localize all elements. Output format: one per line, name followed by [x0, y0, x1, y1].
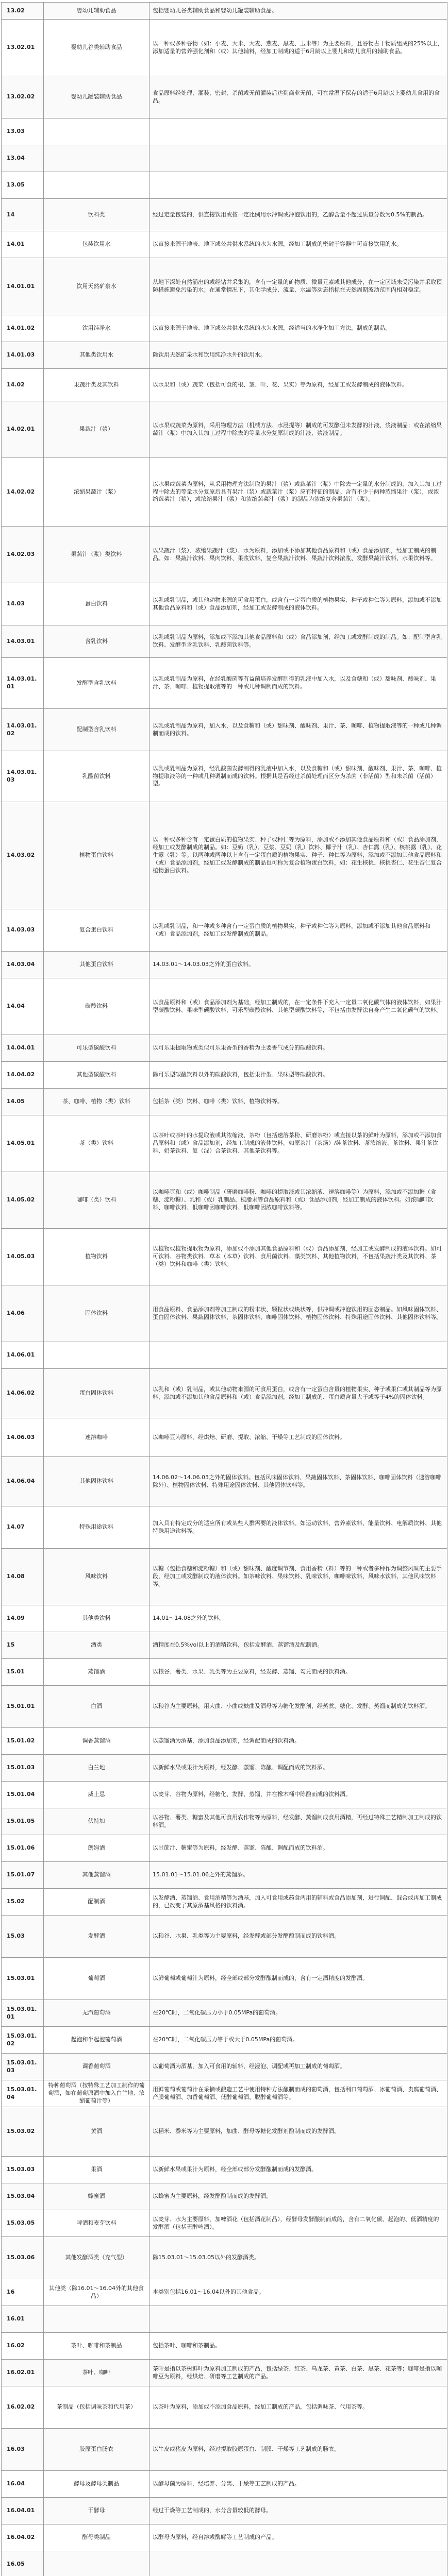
table-row	[2, 1889, 447, 1916]
table-row	[2, 231, 447, 258]
category-name-cell: 其他类（除16.01～16.04外的其他食品）	[44, 2279, 150, 2306]
category-code-cell: 14.03.01	[2, 625, 44, 658]
category-name-cell: 咖啡（类）饮料	[44, 1172, 150, 1229]
table-row	[2, 1369, 447, 1418]
category-name-cell: 茶叶、咖啡	[44, 2360, 150, 2386]
category-code-cell: 13.03	[2, 118, 44, 145]
food-category-table	[1, 2, 447, 2576]
table-row	[2, 1035, 447, 1062]
table-row	[2, 369, 447, 401]
category-code-cell: 15.03.06	[2, 2237, 44, 2279]
category-description-cell: 以果蔬汁（浆）、浓缩果蔬汁（浆）、水为原料，添加或不添加其他食品原料和（或）食品添加剂，经加工制成的制品。如：果蔬汁饮料、果肉饮料、果浆饮料、复合果蔬汁饮料、果蔬汁饮料浓浆、发酵果蔬汁饮料、水果饮料等。	[150, 527, 447, 583]
category-code-cell: 16.04.01	[2, 2498, 44, 2524]
category-description-cell: 以直接来源于地表、地下或公共供水系统的水为水源，经适当的水净化加工方法，制成的制品。	[150, 315, 447, 342]
table-row	[2, 2237, 447, 2279]
category-name-cell: 饮料类	[44, 199, 150, 231]
table-row	[2, 2080, 447, 2107]
table-row	[2, 625, 447, 658]
table-row	[2, 2210, 447, 2237]
category-description-cell: 以粮谷为主要原料，用大曲、小曲或麸曲及酒母等为糖化发酵剂，经蒸煮、糖化、发酵、蒸馏而制成的饮料酒。	[150, 1686, 447, 1728]
category-description-cell: 食品原料经处理、灌装、密封、杀菌或无菌灌装后达到商业无菌，可在常温下保存的适于6月龄以上婴幼儿食用的食品。	[150, 76, 447, 118]
category-description-cell: 以食品原料和（或）食品添加剂为基础，经加工制成的，在一定条件下充入一定量二氧化碳气体的液体饮料，如果汁型碳酸饮料、果味型碳酸饮料、可乐型碳酸饮料、其他型碳酸饮料等，不包括由发酵法自身产生二氧化碳气的饮料。	[150, 978, 447, 1035]
category-code-cell: 14.01.02	[2, 315, 44, 342]
category-code-cell: 16.05	[2, 2551, 44, 2576]
category-description-cell: 以乳或乳制品为原料，在经乳酸菌等有益菌培养发酵制得的乳液中加入水，以及食糖和（或）甜味剂、酸味剂、果汁、茶、咖啡、植物提取液等的一种或几种调制而成的饮料。	[150, 658, 447, 709]
table-row	[2, 199, 447, 231]
category-name-cell: 乳酸菌饮料	[44, 751, 150, 802]
category-description-cell: 以糖（包括食糖和淀粉糖）和（或）甜味剂、酸度调节剂、食用香精（料）等的一种或者多种作为调整风味的主要手段，经加工或发酵制成的液体饮料。如茶味饮料、果味饮料、乳味饮料、咖啡味饮料、风味水饮料、其他风味饮料等。	[150, 1549, 447, 1605]
category-description-cell: 包括茶叶、咖啡和茶制品。	[150, 2333, 447, 2360]
table-row	[2, 978, 447, 1035]
category-code-cell: 16.02.01	[2, 2360, 44, 2386]
category-description-cell: 以蜂蜜为主要原料，经发酵酿制而成的发酵酒。	[150, 2183, 447, 2210]
category-name-cell: 碳酸饮料	[44, 978, 150, 1035]
category-description-cell: 14.01～14.08之外的饮料。	[150, 1605, 447, 1632]
table-row	[2, 2498, 447, 2524]
category-description-cell: 以茶叶或茶叶的水提取液或其浓缩液、茶粉（包括速溶茶粉、研磨茶粉）或直接以茶的鲜叶为原料，添加或不添加食品原料和（或）食品添加剂，经加工制成的液体饮料。如原茶汁（茶汤）/纯茶饮料、茶浓缩液、茶饮料、果汁茶饮料、奶茶饮料、复（混）合茶饮料、其他茶饮料等。	[150, 1115, 447, 1172]
category-code-cell: 14.07	[2, 1506, 44, 1549]
category-code-cell: 14.01	[2, 231, 44, 258]
category-description-cell: 以麦芽、谷物为原料，经糖化、发酵、蒸馏，并在橡木桶中陈酿而成的饮料酒。	[150, 1782, 447, 1808]
category-name-cell: 浓缩果蔬汁（浆）	[44, 458, 150, 527]
category-description-cell: 以粮谷、薯类、水果、乳类等为主要原料，经发酵、蒸馏、勾兑而成的饮料酒。	[150, 1659, 447, 1686]
category-code-cell: 16	[2, 2279, 44, 2306]
category-name-cell: 无汽葡萄酒	[44, 2000, 150, 2027]
table-row	[2, 1285, 447, 1342]
table-row	[2, 76, 447, 118]
category-name-cell: 其他类饮料	[44, 1605, 150, 1632]
category-code-cell: 16.01	[2, 2306, 44, 2333]
table-row	[2, 401, 447, 458]
table-row	[2, 2054, 447, 2080]
table-row	[2, 952, 447, 978]
category-description-cell: 以一种或多种谷物（如：小麦、大米、大麦、燕麦、黑麦、玉米等）为主要原料，且谷物占干物质组成的25%以上，添加适量的营养强化剂和（或）其他辅料，经加工制成的适于6月龄以上婴儿和幼儿食用的辅助食品。	[150, 20, 447, 76]
category-description-cell: 以咖啡豆和（或）咖啡制品（研磨咖啡粉、咖啡的提取液或其浓缩液、速溶咖啡等）为原料，添加或不添加糖（食糖、淀粉糖）、乳和（或）乳制品、植脂末等食品原料和（或）食品添加剂，经加工制成的液体饮料。如浓咖啡饮料、咖啡饮料、低咖啡因咖啡饮料、低咖啡因浓咖啡饮料等。	[150, 1172, 447, 1229]
category-name-cell: 蒸馏酒	[44, 1659, 150, 1686]
category-code-cell: 14.06.02	[2, 1369, 44, 1418]
category-code-cell: 15.03.01	[2, 1958, 44, 2000]
category-code-cell: 14.09	[2, 1605, 44, 1632]
category-name-cell: 茶、咖啡、植物（类）饮料	[44, 1089, 150, 1115]
category-name-cell: 白酒	[44, 1686, 150, 1728]
category-name-cell: 饮用天然矿泉水	[44, 258, 150, 315]
category-description-cell: 以新鲜水果或果汁为原料，经发酵、蒸馏、陈酿、调配而成的饮料酒。	[150, 1755, 447, 1782]
table-row	[2, 1916, 447, 1958]
category-code-cell: 15.03.01.02	[2, 2027, 44, 2054]
category-code-cell: 14.01.03	[2, 342, 44, 369]
category-code-cell: 15.03	[2, 1916, 44, 1958]
category-description-cell: 以水果或蔬菜为原料，采用物理方法（机械方法、水浸提等）制成的可发酵但未发酵的汁液、浆液制品；或在浓缩果蔬汁（浆）中加入其加工过程中除去的等量水分复原制成的汁液、浆液制品。	[150, 401, 447, 458]
category-description-cell: 以茶叶为原料，添加或不添加食品原料，经加工制成的产品，包括调味茶、代用茶等。	[150, 2386, 447, 2429]
table-row	[2, 2471, 447, 2498]
category-code-cell: 13.05	[2, 172, 44, 199]
category-description-cell: 以水果或蔬菜为原料，从采用物理方法制取的果汁（浆）或蔬菜汁（浆）中除去一定量的水分制成的、加入其加工过程中除去的等量水分复原后具有果汁（浆）或蔬菜汁（浆）应有特征的制品。含有不少于两种浓缩果汁（浆），或浓缩蔬菜汁（浆），或浓缩果汁（浆）和浓缩蔬菜汁（浆）的制品为浓缩复合果蔬汁（浆）。	[150, 458, 447, 527]
table-row	[2, 1958, 447, 2000]
table-row	[2, 2333, 447, 2360]
category-name-cell: 婴幼儿辅助食品	[44, 3, 150, 20]
category-name-cell: 果蔬汁（浆）类饮料	[44, 527, 150, 583]
category-description-cell: 以牛皮或猪皮为原料，经过提取胶原蛋白、制膜、干燥等工艺制成的肠衣。	[150, 2429, 447, 2471]
table-row	[2, 2360, 447, 2386]
table-row	[2, 751, 447, 802]
category-name-cell: 起泡和半起泡葡萄酒	[44, 2027, 150, 2054]
category-code-cell: 15.03.03	[2, 2157, 44, 2183]
category-name-cell: 可乐型碳酸饮料	[44, 1035, 150, 1062]
category-code-cell: 14.03.01.02	[2, 709, 44, 751]
category-code-cell: 15.03.01.04	[2, 2080, 44, 2107]
category-name-cell: 特殊用途饮料	[44, 1506, 150, 1549]
table-row	[2, 1229, 447, 1285]
table-row	[2, 1457, 447, 1506]
category-code-cell: 14.04.02	[2, 1062, 44, 1089]
table-row	[2, 2157, 447, 2183]
category-description-cell: 以酵母菌为原料，经培养、分离、干燥等工艺制成的产品。	[150, 2471, 447, 2498]
category-name-cell: 蛋白饮料	[44, 583, 150, 625]
category-code-cell: 15.01.03	[2, 1755, 44, 1782]
category-code-cell: 14.06	[2, 1285, 44, 1342]
table-row	[2, 2386, 447, 2429]
category-description-cell: 以直接来源于地表、地下或公共供水系统的水为水源，经加工制成的密封于容器中可直接饮用的水。	[150, 231, 447, 258]
category-code-cell: 14.05	[2, 1089, 44, 1115]
category-code-cell: 16.04.02	[2, 2524, 44, 2551]
table-row	[2, 2107, 447, 2157]
category-name-cell: 配制型含乳饮料	[44, 709, 150, 751]
category-name-cell: 蛋白固体饮料	[44, 1369, 150, 1418]
category-name-cell: 速溶咖啡	[44, 1418, 150, 1457]
category-description-cell	[150, 145, 447, 172]
category-name-cell: 啤酒和麦芽饮料	[44, 2210, 150, 2237]
category-description-cell	[150, 2551, 447, 2576]
table-row	[2, 1632, 447, 1659]
category-name-cell: 胶原蛋白肠衣	[44, 2429, 150, 2471]
category-code-cell: 15.01.02	[2, 1728, 44, 1755]
category-description-cell: 以鲜葡萄或葡萄汁为原料，经全部或部分发酵酿制而成的，含有一定酒精度的发酵酒。	[150, 1958, 447, 2000]
category-description-cell: 经过定量包装的，供直接饮用或按一定比例用水冲调或冲泡饮用的，乙醇含量不超过质量分数为0.5%的制品。	[150, 199, 447, 231]
category-code-cell: 14.03.01.01	[2, 658, 44, 709]
category-name-cell: 其他固体饮料	[44, 1457, 150, 1506]
table-row	[2, 1506, 447, 1549]
category-description-cell: 14.06.02～14.06.03之外的固体饮料。包括风味固体饮料、果蔬固体饮料、茶固体饮料、咖啡固体饮料（速溶咖啡除外）、植物固体饮料、特殊用途固体饮料、其他固体饮料等。	[150, 1457, 447, 1506]
category-name-cell: 其他蛋白饮料	[44, 952, 150, 978]
category-code-cell: 14.02	[2, 369, 44, 401]
category-description-cell: 以麦芽、水为主要原料，加啤酒花（包括酒花制品），经酵母发酵酿制而成的，含有二氧化碳、起泡的、低酒精度的发酵酒（包括无醇啤酒）。	[150, 2210, 447, 2237]
category-code-cell: 14.03.01.03	[2, 751, 44, 802]
category-code-cell: 15.03.05	[2, 2210, 44, 2237]
category-name-cell: 黄酒	[44, 2107, 150, 2157]
category-name-cell: 植物饮料	[44, 1229, 150, 1285]
category-code-cell: 13.02.02	[2, 76, 44, 118]
category-name-cell: 果酒	[44, 2157, 150, 2183]
category-description-cell: 酒精度在0.5%vol以上的酒精饮料，包括发酵酒、蒸馏酒及配制酒。	[150, 1632, 447, 1659]
category-description-cell: 茶叶是指以茶树鲜叶为原料加工制成的产品，包括绿茶、红茶、乌龙茶、黄茶、白茶、黑茶、花茶等；咖啡是指以咖啡豆为原料，经烘焙、研磨等工艺制成的产品。	[150, 2360, 447, 2386]
category-code-cell: 15.02	[2, 1889, 44, 1916]
category-code-cell: 15.01	[2, 1659, 44, 1686]
category-name-cell: 酵母类制品	[44, 2524, 150, 2551]
category-code-cell: 13.02.01	[2, 20, 44, 76]
category-description-cell: 以一种或多种含有一定蛋白质的植物果实、种子或种仁等为原料，添加或不添加其他食品原料和（或）食品添加剂，经加工或发酵制成的制品。如：豆奶（乳）、豆浆、豆奶（乳）饮料、椰子汁（乳）、杏仁露（乳）、核桃露（乳）、花生露（乳）等。以两种或两种以上含有一定蛋白质的植物果实、种子、种仁等为原料，添加或不添加其他食品原料和（或）食品添加剂，经加工或发酵制成的制品也可称为复合植物蛋白饮料，如：花生核桃、核桃杏仁、花生杏仁复合植物蛋白饮料。	[150, 802, 447, 909]
table-row	[2, 20, 447, 76]
category-name-cell: 酵母及酵母类制品	[44, 2471, 150, 2498]
table-row	[2, 342, 447, 369]
category-name-cell: 植物蛋白饮料	[44, 802, 150, 909]
category-name-cell: 茶（类）饮料	[44, 1115, 150, 1172]
category-description-cell	[150, 1342, 447, 1369]
category-name-cell	[44, 2551, 150, 2576]
category-code-cell: 15.03.01.01	[2, 2000, 44, 2027]
category-code-cell: 14.02.03	[2, 527, 44, 583]
category-code-cell: 14.06.03	[2, 1418, 44, 1457]
table-row	[2, 1808, 447, 1835]
category-code-cell: 16.02.02	[2, 2386, 44, 2429]
category-code-cell: 15	[2, 1632, 44, 1659]
table-row	[2, 2429, 447, 2471]
category-description-cell: 以水果和（或）蔬菜（包括可食的根、茎、叶、花、果实）等为原料，经加工或发酵制成的液体饮料。	[150, 369, 447, 401]
category-description-cell: 以谷物、薯类、糖蜜及其他可食用农作物等为原料，经发酵、蒸馏制成食用酒精，再经过特殊工艺精制加工制成的饮料酒。	[150, 1808, 447, 1835]
category-description-cell: 以新鲜水果或果汁为原料，经全部或部分发酵酿制而成的发酵酒。	[150, 2157, 447, 2183]
category-description-cell: 以可乐果提取物或类似可乐果香型的香精为主要香气成分的碳酸饮料。	[150, 1035, 447, 1062]
category-code-cell: 15.03.04	[2, 2183, 44, 2210]
category-name-cell: 葡萄酒	[44, 1958, 150, 2000]
category-description-cell: 除饮用天然矿泉水和饮用纯净水外的饮用水。	[150, 342, 447, 369]
category-name-cell: 威士忌	[44, 1782, 150, 1808]
category-description-cell: 以发酵酒、蒸馏酒、食用酒精等为酒基，加入可食用或药食两用的辅料或食品添加剂，进行调配、混合或再加工制成的，已改变了其原酒基风格的饮料酒。	[150, 1889, 447, 1916]
category-code-cell: 15.01.05	[2, 1808, 44, 1835]
table-row	[2, 1089, 447, 1115]
category-name-cell: 蜂蜜酒	[44, 2183, 150, 2210]
category-description-cell: 用食品原料、食品添加剂等加工制成的粉末状、颗粒状或块状等，供冲调或冲泡饮用的固态制品。如风味固体饮料、蛋白固体饮料、果蔬固体饮料、茶固体饮料、咖啡固体饮料、植物固体饮料、特殊用途固体饮料、其他固体饮料等。	[150, 1285, 447, 1342]
category-description-cell: 15.01.01～15.01.06之外的蒸馏酒。	[150, 1862, 447, 1889]
category-code-cell: 16.04	[2, 2471, 44, 2498]
category-description-cell: 在20℃时，二氧化碳压力等于或大于0.05MPa的葡萄酒。	[150, 2027, 447, 2054]
table-row	[2, 909, 447, 952]
category-description-cell: 以咖啡豆为原料，经烘焙、研磨、提取、浓缩、干燥等工艺制成的固体饮料。	[150, 1418, 447, 1457]
category-name-cell: 复合蛋白饮料	[44, 909, 150, 952]
category-code-cell: 14.05.01	[2, 1115, 44, 1172]
category-name-cell	[44, 145, 150, 172]
category-description-cell: 以蒸馏酒为酒基，添加食品添加剂，经调配而成的饮料酒。	[150, 1728, 447, 1755]
table-row	[2, 583, 447, 625]
table-row	[2, 315, 447, 342]
category-code-cell: 15.03.02	[2, 2107, 44, 2157]
category-code-cell: 14.03	[2, 583, 44, 625]
table-row	[2, 2000, 447, 2027]
table-row	[2, 1418, 447, 1457]
category-code-cell: 14.03.02	[2, 802, 44, 909]
table-row	[2, 527, 447, 583]
category-name-cell: 干酵母	[44, 2498, 150, 2524]
category-description-cell: 以乳和（或）乳制品，或其他动物来源的可食用蛋白，或含有一定蛋白含量的植物果实、种子或果仁或其制品等为原料，添加或不添加其他食品原料和（或）食品添加剂，经加工制成的、蛋白质含量大于或等于4%的固体饮料。	[150, 1369, 447, 1418]
table-row	[2, 2306, 447, 2333]
category-description-cell: 以乳或乳制品，或其他动物来源的可食用蛋白，或含有一定蛋白质的植物果实、种子或种仁等为原料，添加或不添加其他食品原料和（或）食品添加剂，经加工或发酵制成的液体饮料。	[150, 583, 447, 625]
category-description-cell	[150, 172, 447, 199]
category-name-cell: 白兰地	[44, 1755, 150, 1782]
table-row	[2, 2279, 447, 2306]
category-name-cell: 包装饮用水	[44, 231, 150, 258]
category-name-cell	[44, 118, 150, 145]
category-description-cell: 以葡萄酒为酒基，加入可食用的辅料，经浸泡、调配或再加工制成的葡萄酒。	[150, 2054, 447, 2080]
category-description-cell: 除可乐型碳酸饮料以外的碳酸饮料，包括果汁型、果味型等碳酸饮料。	[150, 1062, 447, 1089]
category-code-cell: 14.06.01	[2, 1342, 44, 1369]
category-name-cell: 固体饮料	[44, 1285, 150, 1342]
category-name-cell	[44, 2306, 150, 2333]
category-description-cell: 14.03.01～14.03.03之外的蛋白饮料。	[150, 952, 447, 978]
table-row	[2, 118, 447, 145]
table-row	[2, 458, 447, 527]
category-name-cell: 含乳饮料	[44, 625, 150, 658]
category-name-cell: 朗姆酒	[44, 1835, 150, 1862]
category-description-cell	[150, 118, 447, 145]
category-description-cell: 用鲜葡萄或葡萄汁在采摘或酿造工艺中使用特种方法酿制而成的葡萄酒，包括利口葡萄酒、冰葡萄酒、贵腐葡萄酒、产膜葡萄酒、加香葡萄酒、低醇葡萄酒、脱醇葡萄酒等。	[150, 2080, 447, 2107]
category-name-cell: 酒类	[44, 1632, 150, 1659]
category-name-cell: 饮用纯净水	[44, 315, 150, 342]
category-description-cell: 以植物或植物提取物为原料，添加或不添加其他食品原料和（或）食品添加剂，经加工或发酵制成的液体饮料。如可可饮料、谷物类饮料、草本（本草）饮料、食用菌饮料、藻类饮料、其他植物饮料，不包括果蔬汁类及其饮料、茶（类）饮料和咖啡（类）饮料。	[150, 1229, 447, 1285]
table-row	[2, 802, 447, 909]
category-name-cell: 其他型碳酸饮料	[44, 1062, 150, 1089]
table-row	[2, 145, 447, 172]
category-name-cell: 特种葡萄酒（按特殊工艺加工制作的葡萄酒，如在葡萄原酒中加入白兰地、浓缩葡萄汁等）	[44, 2080, 150, 2107]
table-row	[2, 1115, 447, 1172]
table-row	[2, 1062, 447, 1089]
category-code-cell: 14.01.01	[2, 258, 44, 315]
category-name-cell: 其他类饮用水	[44, 342, 150, 369]
category-description-cell: 加入具有特定成分的适应所有或某些人群需要的液体饮料。如运动饮料、营养素饮料、能量饮料、电解质饮料、其他特殊用途饮料等。	[150, 1506, 447, 1549]
category-code-cell: 14.08	[2, 1549, 44, 1605]
category-code-cell: 14.05.03	[2, 1229, 44, 1285]
table-row	[2, 172, 447, 199]
category-code-cell: 14.06.04	[2, 1457, 44, 1506]
category-name-cell: 其他蒸馏酒	[44, 1862, 150, 1889]
category-name-cell: 婴幼儿谷类辅助食品	[44, 20, 150, 76]
category-code-cell: 15.03.01.03	[2, 2054, 44, 2080]
table-row	[2, 1755, 447, 1782]
table-row	[2, 2027, 447, 2054]
table-row	[2, 1686, 447, 1728]
category-description-cell: 以乳或乳制品为原料，经乳酸菌发酵制得的乳液中加入水，以及食糖和（或）甜味剂、酸味剂、果汁、茶、咖啡、植物提取液等的一种或几种调制而成的饮料。根据其是否经过杀菌处理而区分为杀菌（非活菌）型和未杀菌（活菌）型。	[150, 751, 447, 802]
table-row	[2, 3, 447, 20]
category-name-cell: 伏特加	[44, 1808, 150, 1835]
category-name-cell: 果蔬汁类及其饮料	[44, 369, 150, 401]
category-description-cell: 包括茶（类）饮料、咖啡（类）饮料、植物饮料等。	[150, 1089, 447, 1115]
category-name-cell: 婴幼儿罐装辅助食品	[44, 76, 150, 118]
category-name-cell: 风味饮料	[44, 1549, 150, 1605]
table-row	[2, 1728, 447, 1755]
category-code-cell: 14.04.01	[2, 1035, 44, 1062]
category-code-cell: 15.01.04	[2, 1782, 44, 1808]
table-row	[2, 709, 447, 751]
table-row	[2, 2524, 447, 2551]
category-code-cell: 13.02	[2, 3, 44, 20]
category-description-cell: 以乳或乳制品，和一种或多种含有一定蛋白质的植物果实、种子或种仁等为原料，添加或不添加其他食品原料和（或）食品添加剂，经加工或发酵制成的制品。	[150, 909, 447, 952]
category-name-cell: 调香葡萄酒	[44, 2054, 150, 2080]
category-code-cell: 15.01.01	[2, 1686, 44, 1728]
category-description-cell: 以粮谷、水果、乳类等为主要原料，经发酵或部分发酵酿制而成的饮料酒。	[150, 1916, 447, 1958]
category-name-cell: 茶制品（包括调味茶和代用茶）	[44, 2386, 150, 2429]
table-row	[2, 1605, 447, 1632]
category-code-cell: 16.02	[2, 2333, 44, 2360]
category-description-cell: 包括婴幼儿谷类辅助食品和婴幼儿罐装辅助食品。	[150, 3, 447, 20]
category-name-cell: 配制酒	[44, 1889, 150, 1916]
category-description-cell: 以乳或乳制品为原料，添加或不添加其他食品原料和（或）食品添加剂，经加工或发酵制成的制品。如：配制型含乳饮料、发酵型含乳饮料、乳酸菌饮料等。	[150, 625, 447, 658]
table-row	[2, 658, 447, 709]
category-description-cell: 以稻米、黍米等为主要原料，加曲、酵母等糖化发酵剂酿制而成的发酵酒。	[150, 2107, 447, 2157]
category-name-cell: 其他发酵酒类（充气型）	[44, 2237, 150, 2279]
table-row	[2, 1549, 447, 1605]
category-description-cell: 以甘蔗汁、糖蜜等为原料，经发酵、蒸馏、陈酿、调配而成的饮料酒。	[150, 1835, 447, 1862]
category-description-cell: 在20℃时，二氧化碳压力小于0.05MPa的葡萄酒。	[150, 2000, 447, 2027]
category-name-cell: 发酵酒	[44, 1916, 150, 1958]
table-row	[2, 1862, 447, 1889]
category-name-cell: 发酵型含乳饮料	[44, 658, 150, 709]
table-row	[2, 1172, 447, 1229]
category-description-cell: 本类别包括16.01～16.04以外的其他食品。	[150, 2279, 447, 2306]
category-code-cell: 15.01.06	[2, 1835, 44, 1862]
table-row	[2, 1835, 447, 1862]
table-row	[2, 1659, 447, 1686]
category-name-cell: 茶叶、咖啡和茶制品	[44, 2333, 150, 2360]
category-code-cell: 14.04	[2, 978, 44, 1035]
category-name-cell: 果蔬汁（浆）	[44, 401, 150, 458]
food-category-rows	[2, 3, 447, 2576]
category-code-cell: 16.03	[2, 2429, 44, 2471]
category-description-cell	[150, 2306, 447, 2333]
table-row	[2, 258, 447, 315]
category-code-cell: 13.04	[2, 145, 44, 172]
category-name-cell	[44, 172, 150, 199]
category-name-cell	[44, 1342, 150, 1369]
table-row	[2, 1782, 447, 1808]
category-code-cell: 14.03.04	[2, 952, 44, 978]
category-code-cell: 15.01.07	[2, 1862, 44, 1889]
category-code-cell: 14.02.01	[2, 401, 44, 458]
category-description-cell: 经过干燥等工艺制成的，水分含量较低的酵母。	[150, 2498, 447, 2524]
category-code-cell: 14.02.02	[2, 458, 44, 527]
table-row	[2, 2183, 447, 2210]
category-code-cell: 14.05.02	[2, 1172, 44, 1229]
category-description-cell: 以酵母为原料，经自溶或酶解等工艺制成的产品。	[150, 2524, 447, 2551]
category-description-cell: 从地下深处自然涌出的或经钻井采集的，含有一定量的矿物质、微量元素或其他成分，在一定区域未受污染并采取预防措施避免污染的水；在通常情况下，其化学成分、流量、水温等动态指标在天然周期波动范围内相对稳定。	[150, 258, 447, 315]
category-name-cell: 调香蒸馏酒	[44, 1728, 150, 1755]
table-row	[2, 1342, 447, 1369]
category-code-cell: 14.03.03	[2, 909, 44, 952]
table-row	[2, 2551, 447, 2576]
category-description-cell: 除15.03.01～15.03.05以外的发酵酒类。	[150, 2237, 447, 2279]
category-code-cell: 14	[2, 199, 44, 231]
category-description-cell: 以乳或乳制品为原料，加入水，以及食糖和（或）甜味剂、酸味剂、果汁、茶、咖啡、植物提取液等的一种或几种调制而成的饮料。	[150, 709, 447, 751]
